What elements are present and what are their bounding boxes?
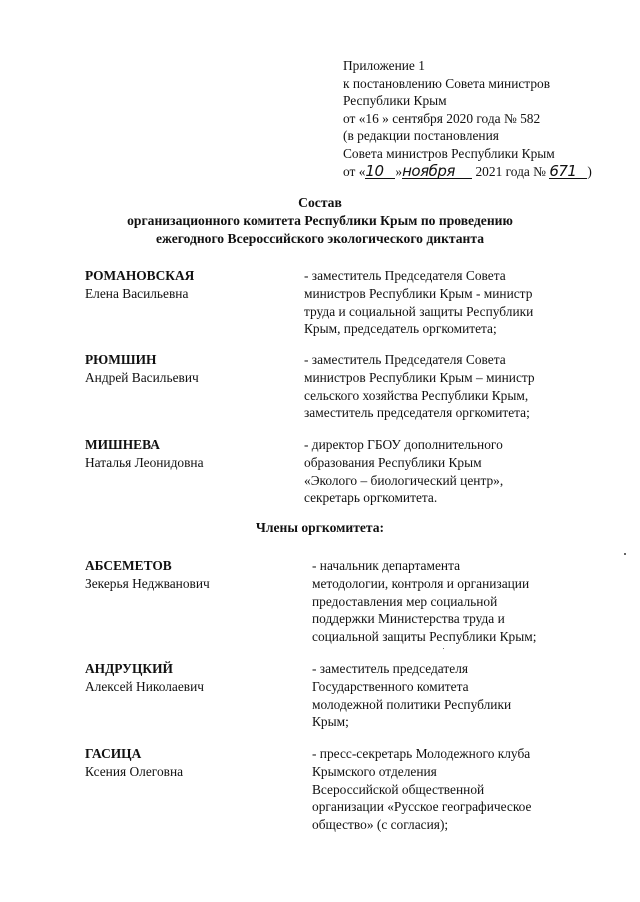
role-line: Крымского отделения xyxy=(312,763,437,779)
amendment-suffix: ) xyxy=(587,163,592,179)
person-surname: АБСЕМЕТОВ xyxy=(85,558,172,573)
appendix-line-amendment xyxy=(343,163,633,181)
role-line: заместитель председателя оргкомитета; xyxy=(304,405,530,421)
role-line: - заместитель председателя xyxy=(312,661,469,676)
appendix-line: Совета министров Республики Крым xyxy=(343,145,555,161)
appendix-line: Республики Крым xyxy=(343,93,447,109)
person-given-name: Наталья Леонидовна xyxy=(85,454,204,470)
scan-speck xyxy=(624,553,626,555)
role-line: - заместитель Председателя Совета xyxy=(304,268,506,283)
person-surname: ГАСИЦА xyxy=(85,746,142,761)
role-line: министров Республики Крым - министр xyxy=(304,285,533,301)
title-line: организационного комитета Республики Крым по проведению xyxy=(127,213,513,228)
person-given-name: Ксения Олеговна xyxy=(85,763,184,779)
role-line: методологии, контроля и организации xyxy=(312,575,530,591)
members-heading: Члены оргкомитета: xyxy=(255,520,385,535)
person-name xyxy=(85,436,295,472)
scan-speck xyxy=(443,648,444,649)
handwritten-month: ноября xyxy=(402,164,472,179)
role-line: министров Республики Крым – министр xyxy=(304,369,535,385)
person-name xyxy=(85,267,295,303)
appendix-line: (в редакции постановления xyxy=(343,128,499,144)
role-line: общество» (с согласия); xyxy=(312,817,449,833)
amendment-mid: » xyxy=(395,163,403,179)
handwritten-number: 671 xyxy=(549,164,587,179)
person-surname: РЮМШИН xyxy=(85,352,157,367)
role-line: - начальник департамента xyxy=(312,558,461,573)
role-line: секретарь оргкомитета. xyxy=(304,490,438,506)
person-given-name: Зекерья Неджванович xyxy=(85,575,210,591)
person-given-name: Андрей Васильевич xyxy=(85,369,199,385)
person-name xyxy=(85,745,295,781)
title-line: ежегодного Всероссийского экологического диктанта xyxy=(155,231,485,246)
role-line: Крым; xyxy=(312,714,349,730)
role-line: молодежной политики Республики xyxy=(312,696,512,712)
amendment-year: 2021 года № xyxy=(475,163,546,179)
title-line: Состав xyxy=(298,195,342,210)
person-role xyxy=(304,351,584,422)
person-name xyxy=(85,557,295,593)
role-line: Крым, председатель оргкомитета; xyxy=(304,321,497,337)
person-role xyxy=(312,557,592,646)
role-line: Всероссийской общественной xyxy=(312,781,485,797)
person-name xyxy=(85,351,295,387)
person-surname: АНДРУЦКИЙ xyxy=(85,661,173,676)
appendix-header xyxy=(343,57,633,180)
person-role xyxy=(312,660,592,731)
role-line: - пресс-секретарь Молодежного клуба xyxy=(312,746,531,761)
role-line: поддержки Министерства труда и xyxy=(312,611,505,627)
role-line: Государственного комитета xyxy=(312,678,469,694)
person-given-name: Алексей Николаевич xyxy=(85,678,205,694)
role-line: предоставления мер социальной xyxy=(312,593,498,609)
document-title xyxy=(40,194,600,248)
role-line: сельского хозяйства Республики Крым, xyxy=(304,387,529,403)
appendix-line: от «16 » сентября 2020 года № 582 xyxy=(343,110,541,126)
role-line: труда и социальной защиты Республики xyxy=(304,303,534,319)
person-surname: РОМАНОВСКАЯ xyxy=(85,268,195,283)
handwritten-day: 10 xyxy=(365,164,395,179)
person-given-name: Елена Васильевна xyxy=(85,285,189,301)
role-line: организации «Русское географическое xyxy=(312,799,532,815)
person-role xyxy=(312,745,592,834)
role-line: - директор ГБОУ дополнительного xyxy=(304,437,503,452)
appendix-line: Приложение 1 xyxy=(343,58,425,73)
role-line: социальной защиты Республики Крым; xyxy=(312,629,537,645)
person-surname: МИШНЕВА xyxy=(85,437,160,452)
amendment-prefix: от « xyxy=(343,163,366,179)
person-role xyxy=(304,436,584,507)
role-line: «Эколого – биологический центр», xyxy=(304,472,504,488)
person-name xyxy=(85,660,295,696)
role-line: - заместитель Председателя Совета xyxy=(304,352,506,367)
appendix-line: к постановлению Совета министров xyxy=(343,75,551,91)
person-role xyxy=(304,267,584,338)
role-line: образования Республики Крым xyxy=(304,454,482,470)
